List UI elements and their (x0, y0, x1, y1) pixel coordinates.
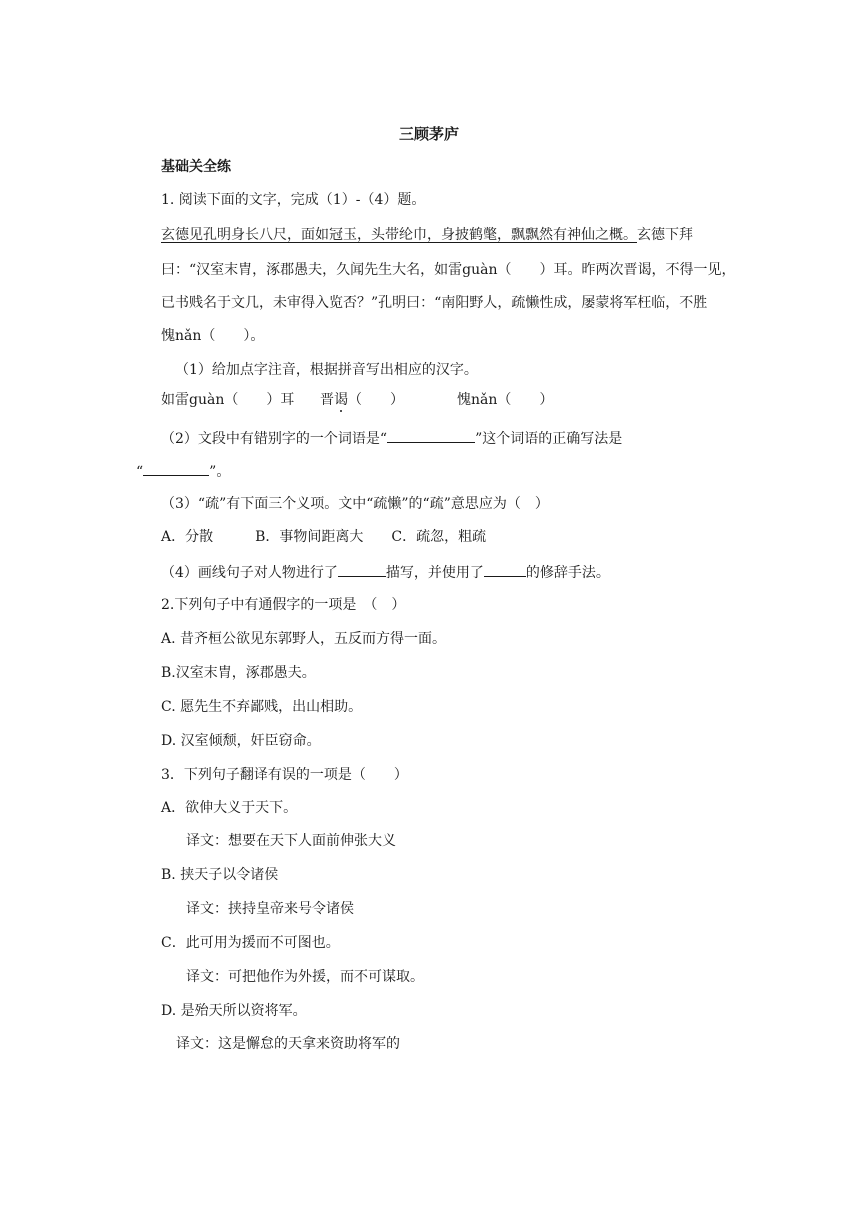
question-3-option-a: A．欲伸大义于天下。 (161, 800, 298, 816)
sub-question-1-item-a: 如雷guàn（ ）耳 (161, 392, 295, 408)
passage-line-1-tail: 玄德下拜 (637, 227, 693, 243)
page-title: 三顾茅庐 (399, 125, 460, 143)
passage-line-4: 愧nǎn（ ）。 (161, 328, 265, 344)
sub-question-2-text-d: ”。 (209, 464, 231, 480)
question-3-option-b: B. 挟天子以令诸侯 (161, 867, 279, 883)
sub-question-1: （1）给加点字注音，根据拼音写出相应的汉字。 (175, 362, 478, 378)
question-2-prompt: 2.下列句子中有通假字的一项是 （ ） (161, 597, 406, 613)
sub-question-1-item-b (320, 390, 404, 410)
sub-question-3: （3）“疏”有下面三个义项。文中“疏懒”的“疏”意思应为（ ） (161, 496, 549, 512)
passage-line-3: 已书贱名于文几，未审得入览否？”孔明曰：“南阳野人，疏懒性成，屡蒙将军枉临，不胜 (161, 295, 708, 311)
passage-line-1 (161, 225, 693, 245)
question-3-option-c: C．此可用为援而不可图也。 (161, 935, 340, 951)
question-1-prompt: 1. 阅读下面的文字，完成（1）-（4）题。 (161, 192, 426, 208)
question-3-option-a-translation: 译文：想要在天下人面前伸张大义 (186, 833, 396, 849)
answer-blank-rhetoric[interactable] (484, 562, 526, 577)
sub-question-2-line-1 (161, 428, 622, 449)
question-3-option-c-translation: 译文：可把他作为外援，而不可谋取。 (186, 969, 424, 985)
question-3-prompt: 3．下列句子翻译有误的一项是（ ） (161, 767, 408, 783)
sub-question-2-text-c: “ (136, 464, 144, 480)
sub-question-2-line-2 (136, 461, 230, 482)
item-b-prefix: 晋 (320, 392, 334, 408)
sub-question-2-text-a: （2）文段中有错别字的一个词语是“ (161, 431, 388, 447)
question-3-option-d-translation: 译文：这是懈怠的天拿来资助将军的 (176, 1036, 400, 1052)
sub-question-4-text-b: 描写，并使用了 (385, 565, 484, 581)
answer-blank-correct-word[interactable] (143, 461, 209, 476)
section-heading: 基础关全练 (161, 159, 231, 175)
question-2-option-b: B.汉室末胄，涿郡愚夫。 (161, 665, 316, 681)
sub-question-4-text-a: （4）画线句子对人物进行了 (161, 565, 338, 581)
answer-blank-description[interactable] (338, 562, 386, 577)
question-3-option-b-translation: 译文：挟持皇帝来号令诸侯 (186, 901, 354, 917)
sub-question-2-text-b: ”这个词语的正确写法是 (475, 431, 623, 447)
underlined-sentence: 玄德见孔明身长八尺，面如冠玉，头带纶巾，身披鹤氅，飘飘然有神仙之概。 (161, 227, 637, 243)
dotted-character: 谒 (334, 392, 348, 408)
question-2-option-a: A. 昔齐桓公欲见东郭野人，五反而方得一面。 (161, 631, 447, 647)
passage-line-2: 曰：“汉室末胄，涿郡愚夫，久闻先生大名，如雷guàn（ ）耳。昨两次晋谒，不得一见， (161, 262, 736, 278)
sub-question-4 (161, 562, 610, 583)
question-2-option-c: C. 愿先生不弃鄙贱，出山相助。 (161, 699, 363, 715)
item-b-blank: （ ） (348, 392, 404, 408)
question-2-option-d: D. 汉室倾颓，奸臣窃命。 (161, 733, 321, 749)
sub-question-3-options: A．分散 B．事物间距离大 C．疏忽，粗疏 (161, 529, 487, 545)
answer-blank-wrong-word[interactable] (387, 428, 475, 443)
sub-question-4-text-c: 的修辞手法。 (525, 565, 610, 581)
question-3-option-d: D. 是殆天所以资将军。 (161, 1003, 307, 1019)
sub-question-1-item-c: 愧nǎn（ ） (457, 392, 554, 408)
